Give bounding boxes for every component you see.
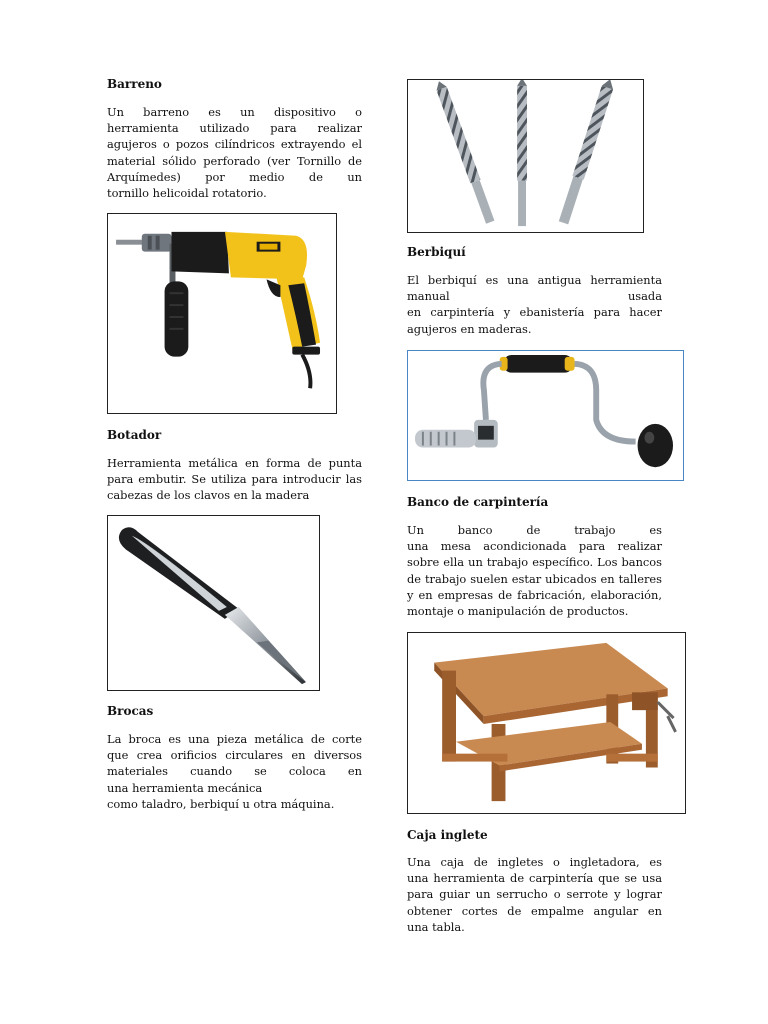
brocas-text: [107, 731, 362, 812]
power-drill-illustration: [108, 214, 336, 413]
berbiqui-text: [407, 272, 662, 337]
berbiqui-line: El berbiquí es una antigua herramienta: [407, 273, 662, 287]
brocas-line: que crea orificios circulares en diversos: [107, 748, 362, 763]
caja-line: para guiar un serrucho o serrote y lograr: [407, 887, 662, 902]
brocas-line: materiales cuando se coloca en: [107, 764, 362, 779]
barreno-heading: Barreno: [107, 77, 162, 91]
caja-line: obtener cortes de empalme angular en: [407, 903, 662, 918]
workbench-image: [407, 632, 686, 814]
barreno-line: herramienta utilizado para realizar: [107, 121, 362, 136]
caja-line: una tabla.: [407, 919, 465, 934]
brocas-line: La broca es una pieza metálica de corte: [107, 732, 362, 746]
banco-line: una mesa acondicionada para realizar: [407, 539, 662, 554]
botador-line: para embutir. Se utiliza para introducir las: [107, 472, 362, 487]
barreno-line: tornillo helicoidal rotatorio.: [107, 186, 267, 201]
brocas-line: una herramienta mecánica: [107, 780, 263, 795]
caja-line: una herramienta de carpintería que se usa: [407, 871, 662, 886]
botador-line: Herramienta metálica en forma de punta: [107, 456, 362, 470]
brocas-line: como taladro, berbiquí u otra máquina.: [107, 796, 335, 811]
botador-text: [107, 455, 362, 504]
drill-bits-image: [407, 79, 644, 233]
berbiqui-heading: Berbiquí: [407, 245, 466, 259]
nail-punch-illustration: [108, 516, 319, 690]
banco-heading: Banco de carpintería: [407, 495, 549, 509]
brace-drill-illustration: [408, 351, 683, 480]
caja-line: Una caja de ingletes o ingletadora, es: [407, 855, 662, 869]
berbiqui-line: agujeros en maderas.: [407, 321, 532, 336]
berbiqui-line: en carpintería y ebanistería para hacer: [407, 305, 662, 320]
barreno-line: agujeros o pozos cilíndricos extrayendo el: [107, 137, 362, 152]
botador-line: cabezas de los clavos en la madera: [107, 488, 310, 503]
power-drill-image: [107, 213, 337, 414]
barreno-text: [107, 104, 362, 201]
caja-heading: Caja inglete: [407, 828, 488, 842]
banco-line: sobre ella un trabajo específico. Los bancos: [407, 555, 662, 570]
botador-heading: Botador: [107, 428, 162, 442]
drill-bits-illustration: [408, 80, 643, 232]
barreno-line: material sólido perforado (ver Tornillo de: [107, 153, 362, 168]
banco-line: montaje o manipulación de productos.: [407, 604, 629, 619]
nail-punch-image: [107, 515, 320, 691]
banco-text: [407, 522, 662, 619]
caja-text: [407, 854, 662, 935]
barreno-line: Arquímedes) por medio de un: [107, 169, 362, 184]
banco-line: y en empresas de fabricación, elaboración,: [407, 587, 662, 602]
barreno-line: Un barreno es un dispositivo o: [107, 105, 362, 119]
workbench-illustration: [408, 633, 685, 813]
brocas-heading: Brocas: [107, 704, 154, 718]
berbiqui-line: manual usada: [407, 289, 662, 304]
brace-drill-image: [407, 350, 684, 481]
banco-line: de trabajo suelen estar ubicados en talleres: [407, 571, 662, 586]
banco-line: Un banco de trabajo es: [407, 523, 662, 537]
